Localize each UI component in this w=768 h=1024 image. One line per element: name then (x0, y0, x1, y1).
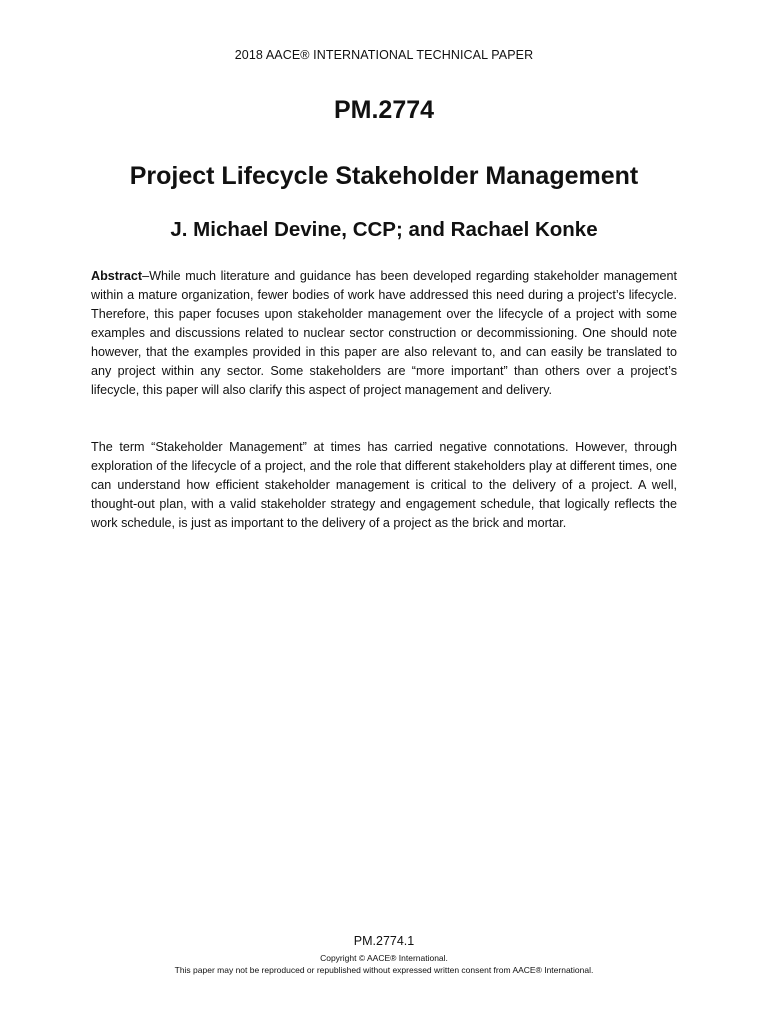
paper-title: Project Lifecycle Stakeholder Management (129, 162, 639, 190)
copyright-line: Copyright © AACE® International. (320, 953, 448, 963)
abstract-text: –While much literature and guidance has been developed regarding stakeholder management within a mature organization, fewer bodies of work have addressed this need during a project’s lifecycle. Therefore, this paper focuses upon stakeholder management over the lifecycle of a project with some examples and discussions related to nuclear sector construction or decommissioning. One should note however, that the examples provided in this paper are also relevant to, and can easily be translated to any project within any sector. Some stakeholders are “more important” than others over a project’s lifecycle, this paper will also clarify this aspect of project management and delivery. (91, 269, 677, 397)
reproduction-notice: This paper may not be reproduced or republished without expressed written consent from AACE® International. (174, 965, 594, 975)
abstract-paragraph (91, 267, 677, 400)
body-paragraph: The term “Stakeholder Management” at times has carried negative connotations. However, through exploration of the lifecycle of a project, and the role that different stakeholders play at different times, one can understand how efficient stakeholder management is critical to the delivery of a project. A well, thought-out plan, with a valid stakeholder strategy and engagement schedule, that logically reflects the work schedule, is just as important to the delivery of a project as the brick and mortar. (91, 440, 677, 530)
page-number: PM.2774.1 (353, 934, 415, 948)
abstract-label: Abstract (91, 269, 143, 283)
running-header: 2018 AACE® INTERNATIONAL TECHNICAL PAPER (234, 48, 534, 62)
paper-authors: J. Michael Devine, CCP; and Rachael Konke (170, 218, 598, 241)
paper-id: PM.2774 (333, 96, 435, 124)
